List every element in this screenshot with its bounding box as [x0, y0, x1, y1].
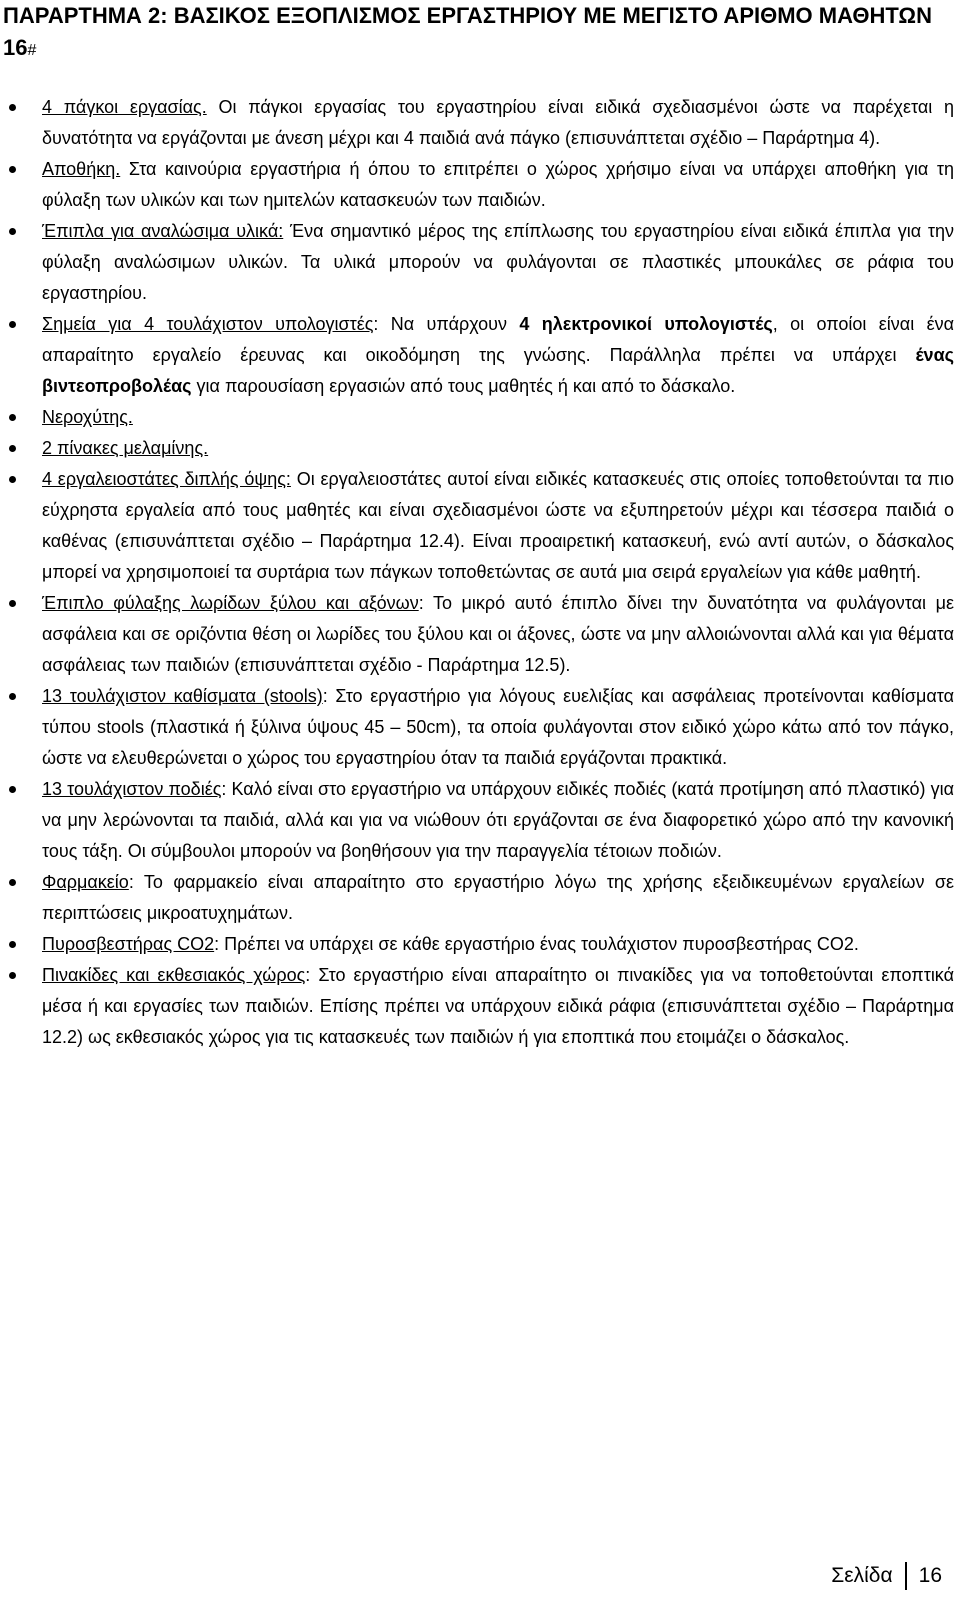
item-heading: 2 πίνακες μελαμίνης.: [42, 438, 209, 458]
item-text: : Το μικρό αυτό έπιπλο δίνει την δυνατότητα να φυλάγονται με ασφάλεια και σε οριζόντια θέση οι λωρίδες του ξύλου και οι άξονες, ώστε να μην αλλοιώνονται αλλά και για θέματα ασφάλειας των παιδιών (επισυνάπτεται σχέδιο - Παράρτημα 12.5).: [42, 593, 954, 675]
page-footer: [831, 1562, 942, 1590]
list-item: [0, 929, 960, 960]
bullet-icon: [9, 600, 16, 607]
item-bold-text: 4 ηλεκτρονικοί υπολογιστές: [519, 314, 773, 334]
list-item: [0, 588, 960, 681]
bullet-icon: [9, 104, 16, 111]
item-text: : Καλό είναι στο εργαστήριο να υπάρχουν ειδικές ποδιές (κατά προτίμηση από πλαστικό) για να μην λερώνονται τα παιδιά, αλλά και για να νιώθουν ότι εργάζονται σε ένα διαφορετικό χώρο από την κανονική τους τάξη. Οι σύμβουλοι μπορούν να βοηθήσουν για την παραγγελία τέτοιων ποδιών.: [42, 779, 954, 861]
list-item: [0, 216, 960, 309]
list-item: [0, 464, 960, 588]
item-text: : Πρέπει να υπάρχει σε κάθε εργαστήριο ένας τουλάχιστον πυροσβεστήρας CO2.: [214, 934, 859, 954]
bullet-icon: [9, 414, 16, 421]
bullet-icon: [9, 321, 16, 328]
item-heading: 13 τουλάχιστον καθίσματα (stools): [42, 686, 323, 706]
list-item: [0, 433, 960, 464]
page-title-text: ΠΑΡΑΡΤΗΜΑ 2: ΒΑΣΙΚΟΣ ΕΞΟΠΛΙΣΜΟΣ ΕΡΓΑΣΤΗΡΙΟΥ ΜΕ ΜΕΓΙΣΤΟ ΑΡΙΘΜΟ ΜΑΘΗΤΩΝ 16: [3, 3, 932, 60]
list-item: [0, 92, 960, 154]
item-text: Στα καινούρια εργαστήρια ή όπου το επιτρέπει ο χώρος χρήσιμο είναι να υπάρχει αποθήκη για τη φύλαξη των υλικών και των ημιτελών κατασκευών των παιδιών.: [42, 159, 954, 210]
bullet-icon: [9, 786, 16, 793]
item-heading: 4 πάγκοι εργασίας.: [42, 97, 207, 117]
list-item: [0, 960, 960, 1053]
item-text: Ένα σημαντικό μέρος της επίπλωσης του εργαστηρίου είναι ειδικά έπιπλα για την φύλαξη αναλώσιμων υλικών. Τα υλικά μπορούν να φυλάγονται σε πλαστικές μπουκάλες σε ράφια του εργαστηρίου.: [42, 221, 954, 303]
list-item: [0, 867, 960, 929]
item-text: : Το φαρμακείο είναι απαραίτητο στο εργαστήριο λόγω της χρήσης εξειδικευμένων εργαλείων σε περιπτώσεις μικροατυχημάτων.: [42, 872, 954, 923]
item-heading: Φαρμακείο: [42, 872, 129, 892]
bullet-icon: [9, 693, 16, 700]
item-heading: Έπιπλα για αναλώσιμα υλικά:: [42, 221, 284, 241]
item-heading: 13 τουλάχιστον ποδιές: [42, 779, 222, 799]
item-text: Οι πάγκοι εργασίας του εργαστηρίου είναι ειδικά σχεδιασμένοι ώστε να παρέχεται η δυνατότητα να εργάζονται με άνεση μέχρι και 4 παιδιά ανά πάγκο (επισυνάπτεται σχέδιο – Παράρτημα 4).: [42, 97, 954, 148]
list-item: [0, 402, 960, 433]
footer-divider: [905, 1562, 907, 1590]
list-item: [0, 309, 960, 402]
bullet-icon: [9, 445, 16, 452]
item-heading: Πυροσβεστήρας CO2: [42, 934, 215, 954]
bullet-icon: [9, 476, 16, 483]
page-number: 16: [918, 1564, 942, 1587]
bullet-icon: [9, 879, 16, 886]
list-item: [0, 774, 960, 867]
item-heading: Έπιπλο φύλαξης λωρίδων ξύλου και αξόνων: [42, 593, 419, 613]
list-item: [0, 681, 960, 774]
bullet-icon: [9, 941, 16, 948]
item-text: , οι οποίοι είναι ένα απαραίτητο εργαλείο έρευνας και οικοδόμηση της γνώσης. Παράλληλα πρέπει να υπάρχει: [42, 314, 954, 365]
bullet-icon: [9, 972, 16, 979]
item-heading: Νεροχύτης.: [42, 407, 133, 427]
item-text: : Στο εργαστήριο είναι απαραίτητο οι πινακίδες για να τοποθετούνται εποπτικά μέσα ή και εργασίες των παιδιών. Επίσης πρέπει να υπάρχουν ειδικά ράφια (επισυνάπτεται σχέδιο – Παράρτημα 12.2) ως εκθεσιακός χώρος για τις κατασκευές των παιδιών ή για εποπτικά που ετοιμάζει ο δάσκαλος.: [42, 965, 954, 1047]
item-text: Οι εργαλειοστάτες αυτοί είναι ειδικές κατασκευές στις οποίες τοποθετούνται τα πιο εύχρηστα εργαλεία από τους μαθητές και είναι σχεδιασμένοι ώστε να εξυπηρετούν μέχρι και τέσσερα παιδιά ο καθένας (επισυνάπτεται σχέδιο – Παράρτημα 12.4). Είναι προαιρετική κατασκευή, ενώ αντί αυτών, ο δάσκαλος μπορεί να χρησιμοποιεί τα συρτάρια των πάγκων τοποθετώντας σε αυτά μια σειρά εργαλείων για κάθε μαθητή.: [42, 469, 954, 582]
item-heading: Πινακίδες και εκθεσιακός χώρος: [42, 965, 306, 985]
item-heading: 4 εργαλειοστάτες διπλής όψης:: [42, 469, 291, 489]
item-text: : Να υπάρχουν: [373, 314, 520, 334]
item-text: : Στο εργαστήριο για λόγους ευελιξίας και ασφάλειας προτείνονται καθίσματα τύπου stools (πλαστικά ή ξύλινα ύψους 45 – 50cm), τα οποία φυλάγονται στον ειδικό χώρο κάτω από τον πάγκο, ώστε να ελευθερώνεται ο χώρος του εργαστηρίου όταν τα παιδιά εργάζονται πρακτικά.: [42, 686, 954, 768]
item-text: για παρουσίαση εργασιών από τους μαθητές ή και από το δάσκαλο.: [191, 376, 736, 396]
item-heading: Αποθήκη.: [42, 159, 121, 179]
item-heading: Σημεία για 4 τουλάχιστον υπολογιστές: [42, 314, 374, 334]
bullet-icon: [9, 228, 16, 235]
page-label: Σελίδα: [831, 1564, 893, 1587]
title-mark: #: [27, 42, 37, 59]
item-bold-text: ένας βιντεοπροβολέας: [42, 345, 954, 396]
equipment-list: [0, 92, 960, 1053]
list-item: [0, 154, 960, 216]
page-title: [3, 0, 953, 67]
bullet-icon: [9, 166, 16, 173]
